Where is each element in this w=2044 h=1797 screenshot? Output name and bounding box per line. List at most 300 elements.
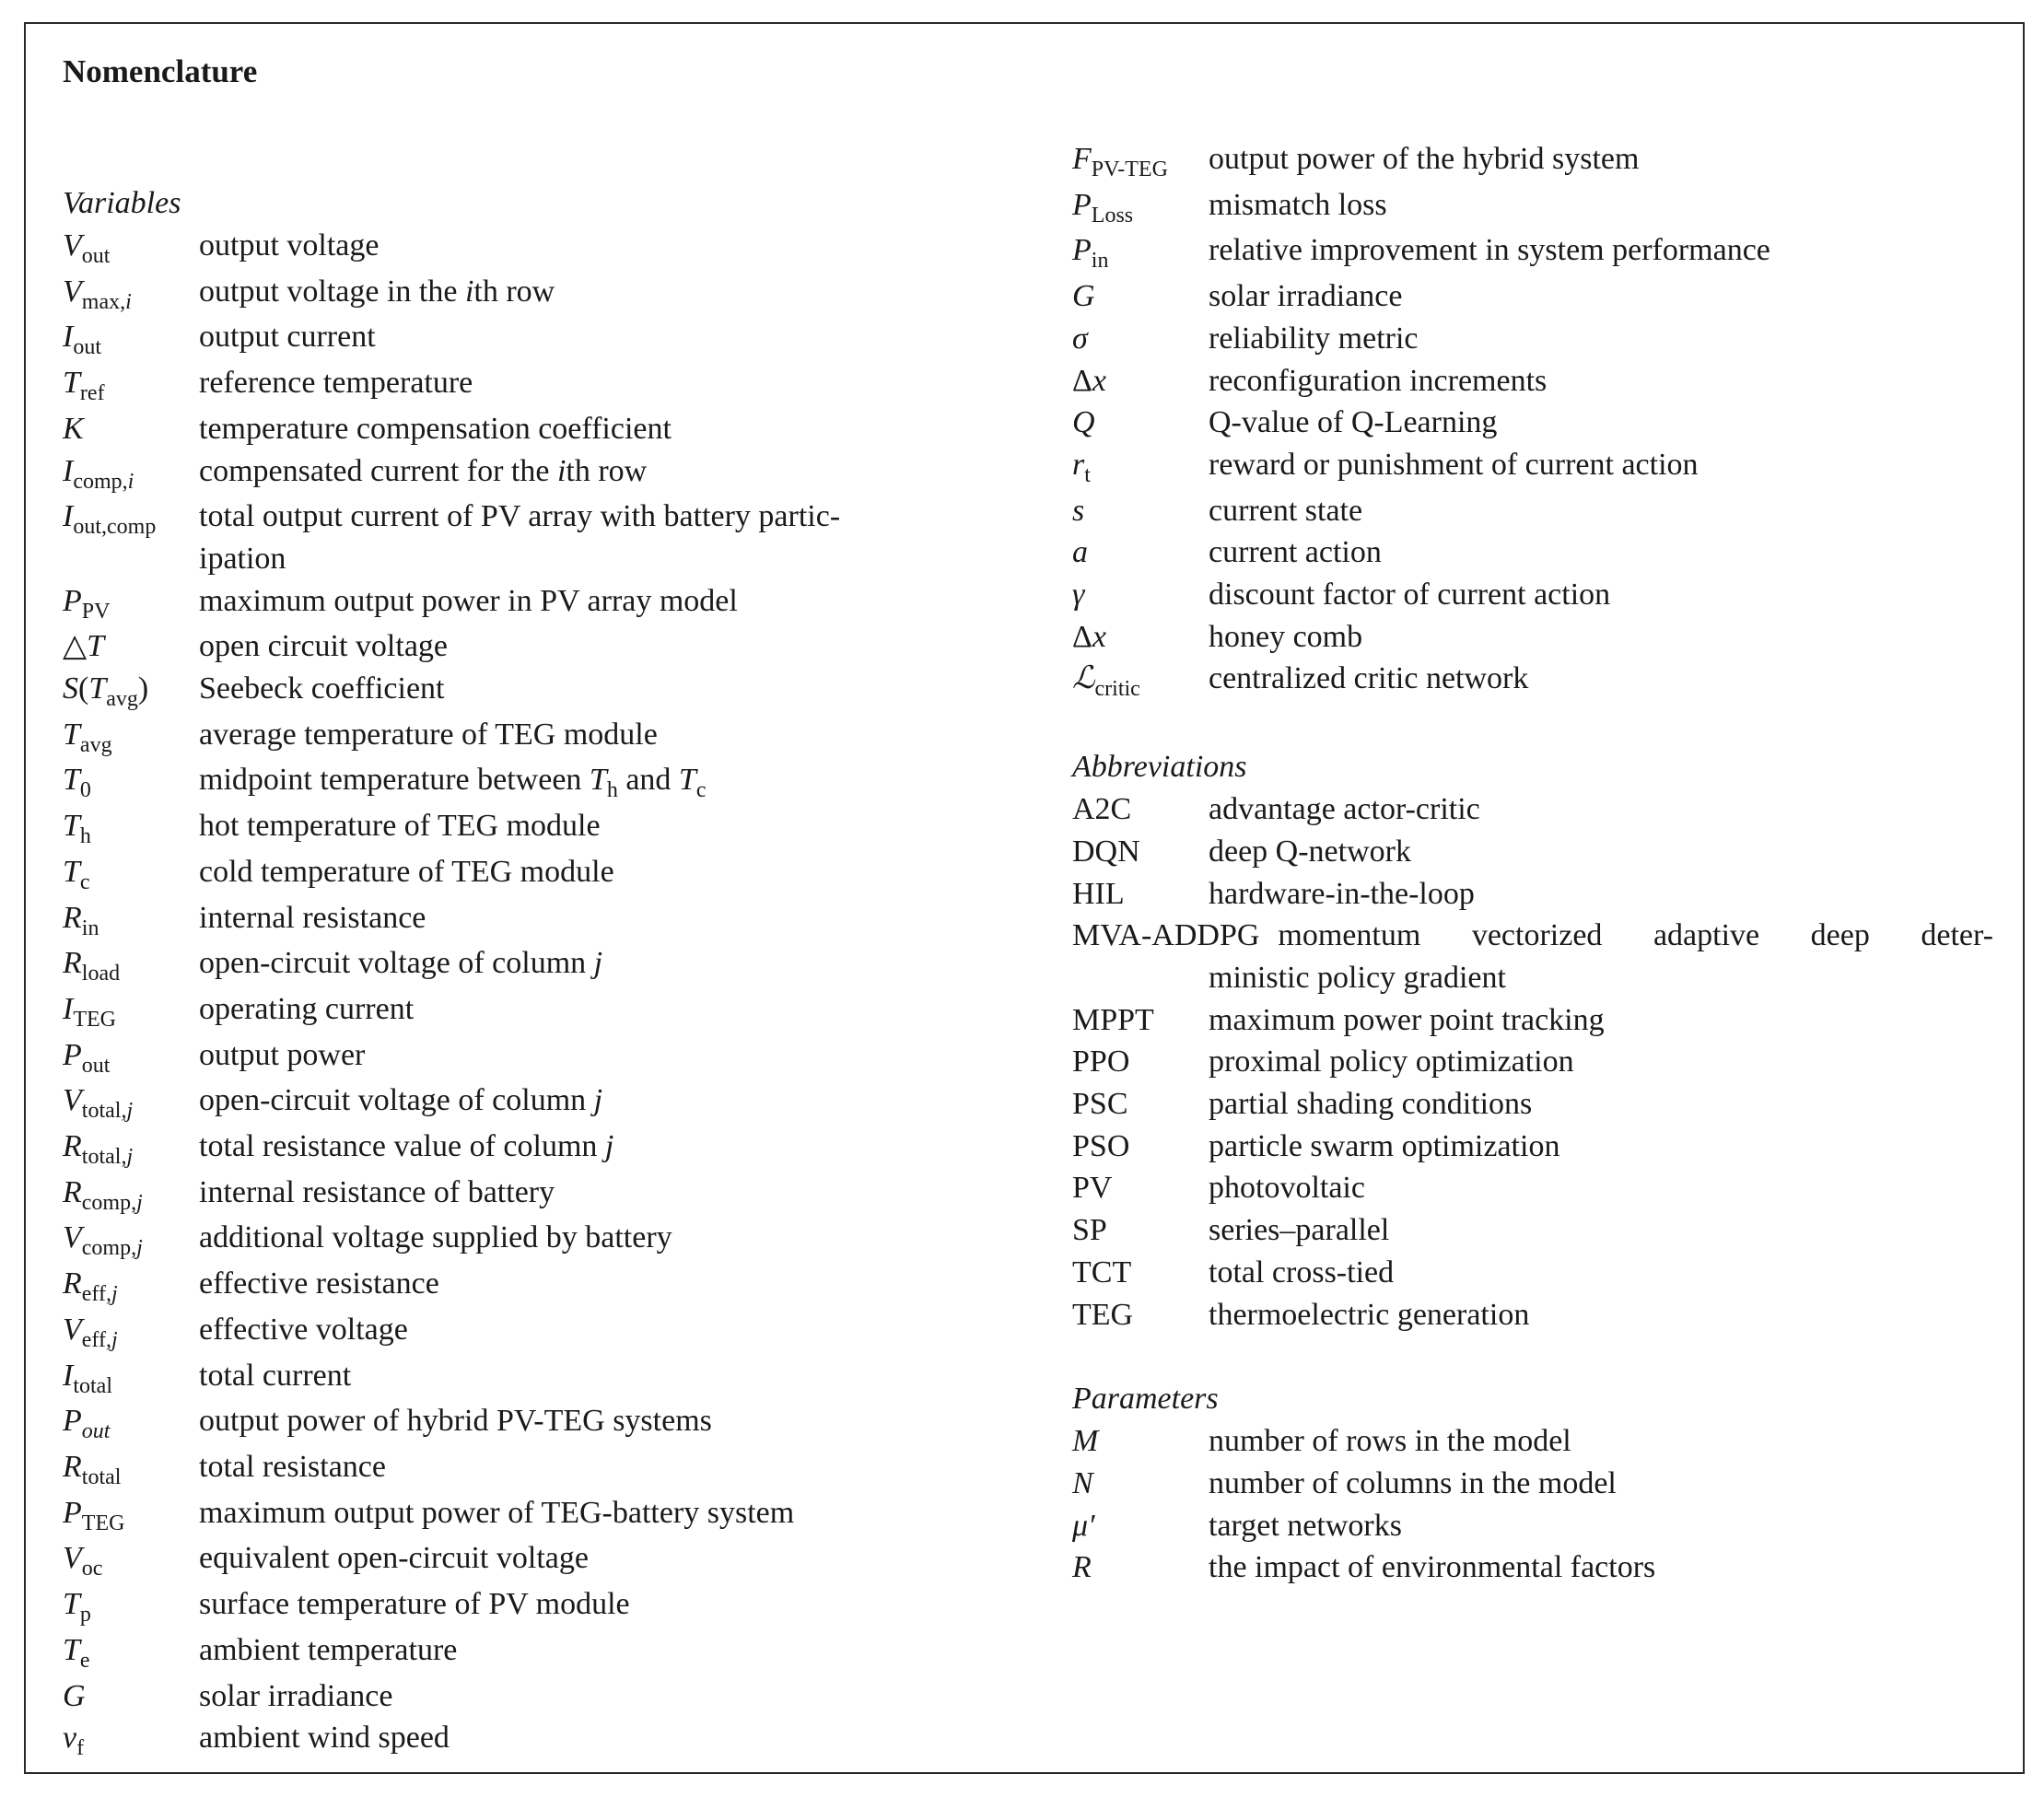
nomenclature-entry: [63, 362, 998, 408]
symbol: [1072, 402, 1209, 444]
abbreviation-definition: deep Q-network: [1209, 834, 1411, 869]
nomenclature-entry: [1072, 616, 1993, 659]
definition-line: ipation: [199, 541, 286, 576]
definition-var: i: [464, 274, 474, 309]
abbreviations-heading: Abbreviations: [1072, 750, 1247, 785]
definition-text: total resistance value of column: [199, 1129, 605, 1164]
definition-sub: c: [695, 778, 707, 803]
definition: output power of hybrid PV-TEG systems: [199, 1404, 712, 1439]
symbol: [63, 1446, 199, 1492]
abbreviation: TCT: [1072, 1254, 1132, 1289]
symbol: [63, 408, 199, 450]
nomenclature-entry: [63, 580, 998, 626]
abbreviation-definition: advantage actor-critic: [1209, 792, 1480, 827]
symbol-subscript: out: [81, 244, 111, 268]
symbol-subscript: p: [79, 1603, 91, 1628]
symbol: [63, 496, 199, 579]
abbreviation-entry: [1072, 1167, 1993, 1209]
nomenclature-entry: [1072, 402, 1993, 444]
definition: reference temperature: [199, 366, 473, 401]
abbreviation-line: [1072, 915, 1993, 957]
definition: output power of the hybrid system: [1209, 142, 1640, 176]
symbol: [63, 1355, 199, 1401]
subscript-italic: out: [81, 1419, 111, 1444]
symbol: [63, 1629, 199, 1675]
symbol-subscript: out: [73, 335, 101, 360]
symbol-main: P: [63, 1404, 82, 1439]
nomenclature-entry: [63, 316, 998, 362]
symbol-subscript: Loss: [1091, 203, 1134, 228]
symbol-subscript: critic: [1094, 677, 1140, 702]
parameter-symbol-main: M: [1072, 1424, 1099, 1459]
symbol-subscript: t: [1084, 462, 1091, 487]
nomenclature-entry: [63, 1126, 998, 1172]
definition-text: midpoint temperature between: [199, 763, 590, 798]
nomenclature-entry: [63, 668, 998, 714]
abbreviation-entry: [1072, 1209, 1993, 1252]
nomenclature-entry: [1072, 531, 1993, 574]
variables-list-right: [1072, 138, 1993, 704]
symbol-main: P: [63, 1495, 82, 1530]
symbol-subscript: max,i: [81, 289, 132, 314]
subscript-index: j: [126, 1145, 134, 1170]
abbreviation: MVA-ADDPG: [1072, 918, 1260, 953]
abbreviation: A2C: [1072, 792, 1132, 827]
definition: cold temperature of TEG module: [199, 854, 614, 889]
parameter-entry: [1072, 1463, 1993, 1505]
symbol-subscript: comp,i: [73, 469, 134, 494]
symbol-main: [63, 629, 104, 663]
definition: reliability metric: [1209, 321, 1419, 356]
symbol: [1072, 574, 1209, 616]
definition: effective resistance: [199, 1266, 439, 1301]
symbol-subscript: total: [73, 1373, 112, 1398]
abbreviation-definition: hardware-in-the-loop: [1209, 876, 1475, 911]
symbol-main: I: [63, 499, 74, 534]
definition: surface temperature of PV module: [199, 1587, 630, 1622]
symbol-main: T: [63, 366, 80, 401]
definition-var: j: [593, 1083, 603, 1118]
symbol-tail: ): [137, 671, 149, 706]
symbol-main: I: [63, 1358, 74, 1393]
abbreviation-entry: [1072, 999, 1993, 1042]
nomenclature-entry: [63, 851, 998, 897]
symbol: [63, 1309, 199, 1355]
abbreviation: PSO: [1072, 1128, 1130, 1163]
definition: [199, 496, 998, 579]
abbreviation-entry: [1072, 1126, 1993, 1168]
symbol: [1072, 616, 1209, 659]
symbol-subscript: c: [79, 869, 90, 894]
nomenclature-entry: [1072, 490, 1993, 532]
abbreviation: MPPT: [1072, 1002, 1154, 1037]
symbol-main: G: [1072, 279, 1095, 314]
abbreviation-entry: [1072, 1294, 1993, 1336]
definition: current state: [1209, 493, 1363, 528]
symbol: [63, 1675, 199, 1718]
symbol-main: G: [63, 1678, 86, 1713]
abbreviation-definition: partial shading conditions: [1209, 1087, 1533, 1122]
symbol: [63, 805, 199, 851]
definition-var: j: [593, 946, 603, 981]
parameter-symbol-main: μ′: [1072, 1508, 1095, 1543]
definition-var: T: [589, 763, 607, 798]
symbol-subscript: in: [81, 916, 99, 940]
symbol-subscript: total: [81, 1464, 122, 1489]
abbreviation: DQN: [1072, 834, 1140, 869]
symbol-t: T: [88, 671, 107, 706]
symbol-main: Q: [1072, 405, 1095, 440]
definition-text: th row: [473, 274, 555, 309]
symbol-subscript: avg: [79, 732, 112, 757]
nomenclature-entry: [63, 1537, 998, 1583]
symbol-main: σ: [1072, 321, 1088, 356]
symbol-subscript: oc: [81, 1557, 103, 1581]
nomenclature-entry: [1072, 229, 1993, 275]
symbol-main: F: [1072, 142, 1092, 176]
abbreviation-definition: maximum power point tracking: [1209, 1002, 1605, 1037]
definition: honey comb: [1209, 619, 1363, 654]
nomenclature-entry: [63, 1446, 998, 1492]
symbol-main: [1072, 620, 1106, 654]
symbol-subscript: e: [79, 1648, 90, 1673]
definition: Seebeck coefficient: [199, 671, 445, 706]
symbol: [63, 1400, 199, 1446]
nomenclature-entry: [63, 1355, 998, 1401]
symbol-subscript: avg: [106, 687, 138, 712]
symbol-main: a: [1072, 535, 1088, 570]
definition-text: output voltage in the: [199, 274, 465, 309]
abbreviation: PV: [1072, 1171, 1113, 1206]
symbol: [63, 759, 199, 805]
symbol: [63, 1537, 199, 1583]
nomenclature-entry: [63, 759, 998, 805]
symbol-main: I: [63, 991, 74, 1026]
definition: additional voltage supplied by battery: [199, 1220, 672, 1255]
symbol: [63, 1583, 199, 1629]
definition: [199, 1126, 998, 1172]
symbol-main: R: [63, 900, 82, 935]
definition: solar irradiance: [199, 1678, 393, 1713]
definition: reward or punishment of current action: [1209, 447, 1699, 482]
symbol-var: x: [1092, 363, 1106, 398]
nomenclature-entry: [1072, 658, 1993, 704]
symbol-subscript: eff,j: [81, 1282, 118, 1307]
definition: [199, 759, 998, 805]
definition: maximum output power in PV array model: [199, 583, 738, 618]
parameter-symbol-main: R: [1072, 1550, 1092, 1585]
symbol-subscript: load: [81, 962, 121, 986]
definition: temperature compensation coefficient: [199, 411, 672, 446]
symbol: [1072, 360, 1209, 403]
parameter-entry: [1072, 1420, 1993, 1463]
abbreviation-entry: [1072, 1041, 1993, 1083]
nomenclature-entry: [63, 714, 998, 760]
nomenclature-entry: [63, 805, 998, 851]
symbol: [63, 668, 199, 714]
abbreviation-definition: thermoelectric generation: [1209, 1297, 1530, 1332]
nomenclature-entry: [63, 1583, 998, 1629]
symbol-main: I: [63, 453, 74, 488]
symbol-s: S: [63, 671, 78, 706]
parameter-definition: number of rows in the model: [1209, 1424, 1571, 1459]
nomenclature-entry: [1072, 318, 1993, 360]
abbreviation-entry: [1072, 788, 1993, 831]
symbol-subscript: TEG: [81, 1511, 125, 1535]
symbol-main: P: [1072, 187, 1092, 222]
definition: [199, 450, 998, 496]
definition: mismatch loss: [1209, 187, 1387, 222]
symbol: [1072, 184, 1209, 230]
definition: output voltage: [199, 228, 380, 263]
symbol-subscript: eff,j: [81, 1327, 118, 1352]
symbol: [1072, 318, 1209, 360]
symbol: [63, 897, 199, 943]
symbol: [1072, 138, 1209, 184]
abbreviation: PPO: [1072, 1044, 1130, 1079]
definition: [199, 271, 998, 317]
definition: output power: [199, 1037, 366, 1072]
symbol: [63, 942, 199, 988]
parameters-list: [1072, 1420, 1993, 1589]
nomenclature-entry: [63, 1309, 998, 1355]
symbol-main: [1072, 364, 1106, 398]
nomenclature-entry: [63, 1400, 998, 1446]
symbol-main: γ: [1072, 578, 1085, 613]
symbol-main: T: [63, 854, 80, 889]
symbol-main: [63, 671, 106, 706]
symbol-main: R: [63, 1129, 82, 1164]
symbol-subscript: out,comp: [73, 515, 157, 540]
definition: ambient wind speed: [199, 1721, 450, 1756]
subscript-index: j: [136, 1190, 143, 1215]
definition: effective voltage: [199, 1312, 408, 1347]
symbol: [63, 1217, 199, 1263]
nomenclature-entry: [1072, 574, 1993, 616]
definition: reconfiguration increments: [1209, 363, 1548, 398]
parameter-symbol: [1072, 1420, 1209, 1463]
abbreviation: PSC: [1072, 1087, 1128, 1122]
nomenclature-entry: [63, 271, 998, 317]
definition-sub: h: [606, 778, 618, 803]
subscript-index: j: [111, 1327, 118, 1352]
nomenclature-entry: [63, 625, 998, 668]
definition: operating current: [199, 991, 415, 1026]
definition: discount factor of current action: [1209, 578, 1611, 613]
symbol-subscript: comp,j: [81, 1236, 143, 1261]
abbreviation-definition: proximal policy optimization: [1209, 1044, 1574, 1079]
symbol-main: T: [63, 717, 80, 752]
abbreviation-definition-cont: ministic policy gradient: [1209, 960, 1506, 995]
symbol-main: V: [63, 1083, 82, 1118]
symbol: [63, 271, 199, 317]
definition: total resistance: [199, 1449, 386, 1484]
symbol-main: V: [63, 1541, 82, 1576]
definition-text: compensated current for the: [199, 453, 557, 488]
definition: centralized critic network: [1209, 661, 1529, 696]
symbol: [63, 714, 199, 760]
symbol-subscript: 0: [79, 778, 91, 803]
symbol-main: s: [1072, 493, 1085, 528]
symbol: [63, 988, 199, 1034]
symbol-subscript: TEG: [73, 1007, 116, 1032]
nomenclature-entry: [63, 225, 998, 271]
symbol-main: P: [63, 1037, 82, 1072]
symbol-main: V: [63, 1312, 82, 1347]
symbol-paren: (: [78, 671, 89, 706]
definition: internal resistance: [199, 900, 426, 935]
nomenclature-entry: [63, 1079, 998, 1126]
symbol: [63, 316, 199, 362]
symbol-main: ℒ: [1072, 661, 1095, 696]
definition-text: open-circuit voltage of column: [199, 1083, 594, 1118]
abbreviations-list: [1072, 788, 1993, 1336]
nomenclature-entry: [63, 897, 998, 943]
symbol-main: R: [63, 1266, 82, 1301]
abbreviation-entry: [1072, 831, 1993, 873]
parameter-definition: number of columns in the model: [1209, 1465, 1617, 1500]
symbol-main: P: [1072, 233, 1092, 268]
symbol-main: v: [63, 1721, 77, 1756]
nomenclature-entry: [63, 942, 998, 988]
abbreviation: TEG: [1072, 1297, 1134, 1332]
nomenclature-title: Nomenclature: [63, 53, 258, 89]
definition: internal resistance of battery: [199, 1174, 555, 1209]
symbol-main: V: [63, 1220, 82, 1255]
definition: maximum output power of TEG-battery system: [199, 1495, 795, 1530]
subscript-index: i: [127, 469, 134, 494]
definition-var: j: [604, 1129, 614, 1164]
symbol-subscript: PV-TEG: [1091, 158, 1168, 181]
abbreviation-definition: momentum vectorized adaptive deep deter-: [1278, 918, 1993, 953]
subscript-index: i: [125, 289, 132, 314]
nomenclature-entry: [63, 1217, 998, 1263]
symbol: [63, 625, 199, 668]
symbol-subscript: total,j: [81, 1145, 134, 1170]
symbol-subscript: [82, 1419, 111, 1443]
nomenclature-entry: [63, 988, 998, 1034]
nomenclature-entry: [1072, 444, 1993, 490]
abbreviation: HIL: [1072, 876, 1125, 911]
definition-line: total output current of PV array with battery partic-: [199, 499, 841, 534]
abbreviation-entry: [1072, 915, 1993, 998]
parameter-entry: [1072, 1546, 1993, 1589]
parameter-symbol: [1072, 1463, 1209, 1505]
symbol-delta: Δ: [1072, 363, 1092, 398]
nomenclature-entry: [1072, 138, 1993, 184]
abbreviation-entry: [1072, 1252, 1993, 1294]
nomenclature-entry: [63, 496, 998, 579]
symbol-main: P: [63, 583, 82, 618]
symbol-main: R: [63, 1174, 82, 1209]
definition-text: and: [617, 763, 679, 798]
symbol-main: r: [1072, 447, 1085, 482]
left-column: [63, 182, 998, 1763]
definition: hot temperature of TEG module: [199, 809, 601, 844]
definition-text: th row: [566, 453, 648, 488]
symbol-var: x: [1092, 619, 1106, 654]
abbreviation-entry: [1072, 873, 1993, 916]
symbol: [63, 1034, 199, 1080]
definition: Q-value of Q-Learning: [1209, 405, 1498, 440]
symbol-main: T: [63, 809, 80, 844]
symbol-subscript: out: [81, 1053, 111, 1078]
definition: output current: [199, 320, 376, 355]
symbol-main: T: [63, 1632, 80, 1667]
symbol-delta: △: [63, 629, 88, 664]
nomenclature-entry: [63, 408, 998, 450]
symbol: [1072, 275, 1209, 318]
definition: solar irradiance: [1209, 279, 1403, 314]
definition: ambient temperature: [199, 1632, 458, 1667]
symbol-subscript: PV: [81, 599, 111, 624]
nomenclature-entry: [1072, 275, 1993, 318]
definition: [199, 942, 998, 988]
abbreviation-definition: particle swarm optimization: [1209, 1128, 1560, 1163]
parameter-symbol-main: N: [1072, 1465, 1093, 1500]
symbol-subscript: ref: [79, 381, 105, 406]
definition: current action: [1209, 535, 1382, 570]
nomenclature-entry: [63, 1492, 998, 1538]
definition: open circuit voltage: [199, 629, 449, 664]
symbol: [63, 580, 199, 626]
abbreviation-entry: [1072, 1083, 1993, 1126]
nomenclature-entry: [63, 1263, 998, 1309]
symbol: [63, 1263, 199, 1309]
parameter-symbol: [1072, 1546, 1209, 1589]
subscript-index: j: [111, 1282, 118, 1307]
symbol: [1072, 490, 1209, 532]
definition: relative improvement in system performance: [1209, 233, 1770, 268]
symbol-main: V: [63, 228, 82, 263]
definition-var: T: [678, 763, 696, 798]
nomenclature-entry: [63, 1034, 998, 1080]
variables-heading: Variables: [63, 186, 181, 220]
symbol-main: I: [63, 320, 74, 355]
definition-var: i: [556, 453, 566, 488]
symbol-var: T: [87, 629, 105, 664]
definition: [199, 1079, 998, 1126]
symbol-delta: Δ: [1072, 619, 1092, 654]
symbol: [63, 1172, 199, 1218]
parameter-entry: [1072, 1505, 1993, 1547]
nomenclature-entry: [63, 1172, 998, 1218]
subscript-index: j: [136, 1236, 143, 1261]
symbol-subscript: comp,j: [81, 1190, 143, 1215]
definition-text: open-circuit voltage of column: [199, 946, 594, 981]
nomenclature-entry: [63, 450, 998, 496]
symbol-main: T: [63, 1587, 80, 1622]
nomenclature-entry: [63, 1629, 998, 1675]
symbol: [63, 1079, 199, 1126]
symbol: [63, 225, 199, 271]
symbol: [1072, 531, 1209, 574]
variables-list-left: [63, 225, 998, 1763]
symbol-subscript: total,j: [81, 1099, 134, 1124]
parameter-symbol: [1072, 1505, 1209, 1547]
symbol-main: R: [63, 1449, 82, 1484]
symbol: [1072, 658, 1209, 704]
abbreviation-definition: photovoltaic: [1209, 1171, 1365, 1206]
parameters-heading: Parameters: [1072, 1382, 1219, 1417]
nomenclature-entry: [63, 1675, 998, 1718]
abbreviation-definition: series–parallel: [1209, 1213, 1390, 1248]
definition: total current: [199, 1358, 352, 1393]
parameter-definition: the impact of environmental factors: [1209, 1550, 1656, 1585]
symbol: [63, 1492, 199, 1538]
subscript-index: j: [126, 1099, 134, 1124]
symbol-subscript: h: [79, 824, 91, 849]
